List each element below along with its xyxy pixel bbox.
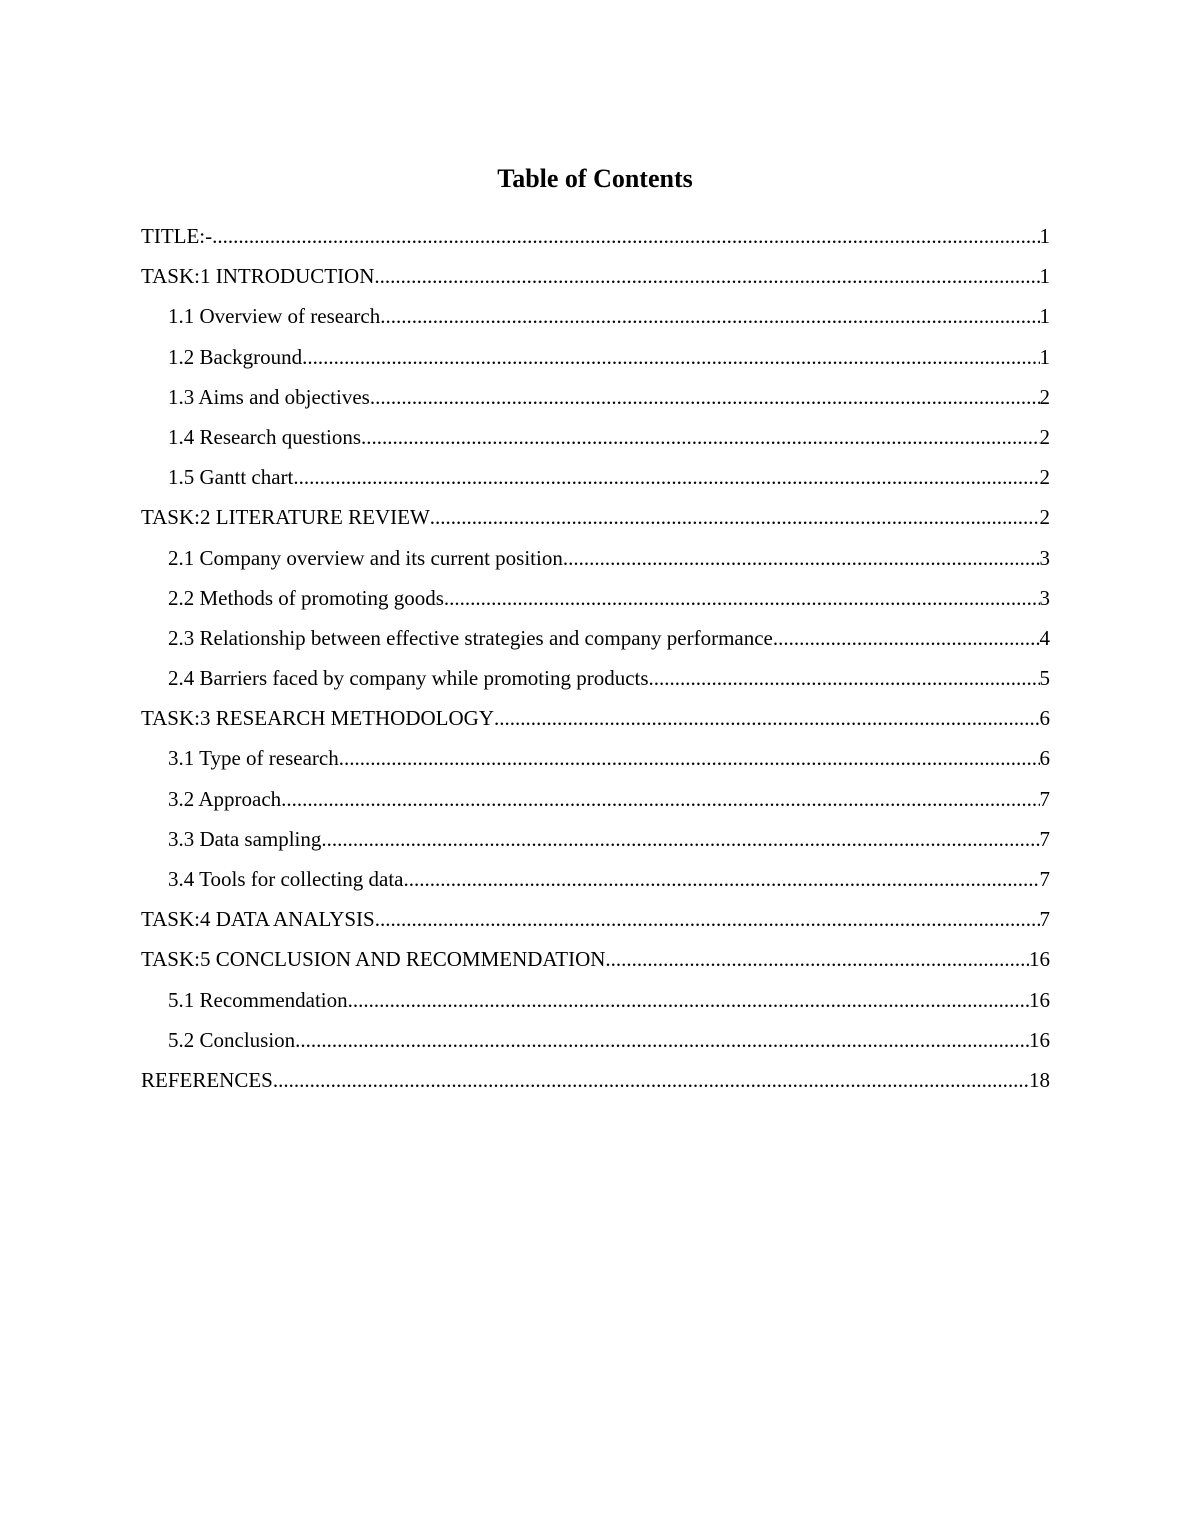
toc-dot-leader <box>361 423 1039 451</box>
toc-dot-leader <box>293 463 1039 491</box>
toc-entry-page-number: 3 <box>1039 585 1050 610</box>
toc-entry[interactable] <box>141 262 1050 302</box>
toc-entry[interactable] <box>141 624 1050 664</box>
toc-entry-page-number: 2 <box>1039 465 1050 490</box>
toc-entry-label: TASK:5 CONCLUSION AND RECOMMENDATION <box>141 947 606 972</box>
toc-entry-page-number: 1 <box>1039 224 1050 248</box>
toc-entry-label: 2.4 Barriers faced by company while promoting products <box>168 666 649 691</box>
toc-entry-label: 2.2 Methods of promoting goods <box>168 585 444 610</box>
toc-entry-page-number: 2 <box>1039 424 1050 449</box>
toc-entry-label: 5.2 Conclusion <box>168 1027 296 1052</box>
toc-entry[interactable] <box>141 503 1050 543</box>
toc-entry-page-number: 16 <box>1029 987 1050 1012</box>
toc-entry-label: 2.1 Company overview and its current position <box>168 545 563 570</box>
toc-entry[interactable] <box>141 1066 1050 1106</box>
toc-entry-page-number: 6 <box>1039 746 1050 771</box>
toc-entry-label: TASK:1 INTRODUCTION <box>141 264 375 289</box>
toc-dot-leader <box>374 262 1039 290</box>
toc-dot-leader <box>281 785 1039 813</box>
toc-entry-label: REFERENCES <box>141 1067 273 1092</box>
toc-dot-leader <box>773 624 1040 652</box>
toc-entry-page-number: 1 <box>1039 344 1050 369</box>
toc-dot-leader <box>494 704 1040 732</box>
toc-entry-label: 1.5 Gantt chart <box>168 465 294 490</box>
toc-entry-page-number: 7 <box>1039 786 1050 811</box>
toc-entry-label: 1.3 Aims and objectives <box>168 384 370 409</box>
toc-dot-leader <box>302 343 1039 371</box>
table-of-contents <box>141 222 1050 1106</box>
toc-entry-label: 1.2 Background <box>168 344 303 369</box>
toc-entry-page-number: 1 <box>1039 304 1050 329</box>
toc-entry[interactable] <box>141 945 1050 985</box>
toc-entry-page-number: 16 <box>1029 1027 1050 1052</box>
toc-entry-page-number: 7 <box>1039 826 1050 851</box>
toc-dot-leader <box>370 383 1040 411</box>
toc-entry[interactable] <box>141 544 1050 584</box>
toc-entry-label: TASK:3 RESEARCH METHODOLOGY <box>141 706 494 731</box>
toc-entry[interactable] <box>141 865 1050 905</box>
toc-dot-leader <box>380 302 1039 330</box>
toc-entry-page-number: 2 <box>1039 384 1050 409</box>
toc-entry-label: TITLE:- <box>141 224 213 248</box>
toc-entry[interactable] <box>141 664 1050 704</box>
toc-dot-leader <box>404 865 1040 893</box>
toc-dot-leader <box>563 544 1040 572</box>
toc-entry-label: 3.4 Tools for collecting data <box>168 867 404 891</box>
toc-entry-page-number: 7 <box>1039 867 1050 891</box>
toc-entry[interactable] <box>141 584 1050 624</box>
toc-entry[interactable] <box>141 383 1050 423</box>
toc-entry-label: 2.3 Relationship between effective strategies and company performance <box>168 625 773 650</box>
toc-entry[interactable] <box>141 744 1050 784</box>
toc-entry-label: 3.2 Approach <box>168 786 282 811</box>
toc-dot-leader <box>649 664 1040 692</box>
toc-entry[interactable] <box>141 423 1050 463</box>
toc-dot-leader <box>212 222 1039 250</box>
toc-entry[interactable] <box>141 785 1050 825</box>
toc-entry-label: TASK:4 DATA ANALYSIS <box>141 907 375 932</box>
toc-entry[interactable] <box>141 222 1050 262</box>
toc-entry-page-number: 1 <box>1039 264 1050 289</box>
toc-dot-leader <box>444 584 1040 612</box>
toc-entry-page-number: 7 <box>1039 907 1050 932</box>
toc-dot-leader <box>605 945 1029 973</box>
toc-entry-label: 3.1 Type of research <box>168 746 339 771</box>
toc-dot-leader <box>375 905 1040 933</box>
toc-dot-leader <box>321 825 1039 853</box>
toc-entry[interactable] <box>141 343 1050 383</box>
toc-entry-page-number: 2 <box>1039 505 1050 530</box>
toc-entry-label: 1.1 Overview of research <box>168 304 381 329</box>
toc-entry-label: 1.4 Research questions <box>168 424 362 449</box>
toc-entry-label: 5.1 Recommendation <box>168 987 348 1012</box>
toc-entry[interactable] <box>141 704 1050 744</box>
toc-entry[interactable] <box>141 302 1050 342</box>
toc-entry-page-number: 4 <box>1039 625 1050 650</box>
toc-dot-leader <box>273 1066 1029 1094</box>
toc-entry[interactable] <box>141 986 1050 1026</box>
toc-dot-leader <box>339 744 1040 772</box>
toc-entry[interactable] <box>141 905 1050 945</box>
toc-entry-page-number: 18 <box>1029 1067 1050 1092</box>
toc-entry-page-number: 16 <box>1029 947 1050 972</box>
toc-entry[interactable] <box>141 1026 1050 1066</box>
toc-entry-page-number: 6 <box>1039 706 1050 731</box>
toc-entry-label: 3.3 Data sampling <box>168 826 322 851</box>
toc-entry[interactable] <box>141 825 1050 865</box>
toc-entry-label: TASK:2 LITERATURE REVIEW <box>141 505 430 530</box>
toc-dot-leader <box>430 503 1040 531</box>
toc-dot-leader <box>348 986 1029 1014</box>
toc-entry-page-number: 5 <box>1039 666 1050 691</box>
toc-entry-page-number: 3 <box>1039 545 1050 570</box>
toc-dot-leader <box>295 1026 1029 1054</box>
toc-entry[interactable] <box>141 463 1050 503</box>
toc-heading: Table of Contents <box>497 164 693 193</box>
